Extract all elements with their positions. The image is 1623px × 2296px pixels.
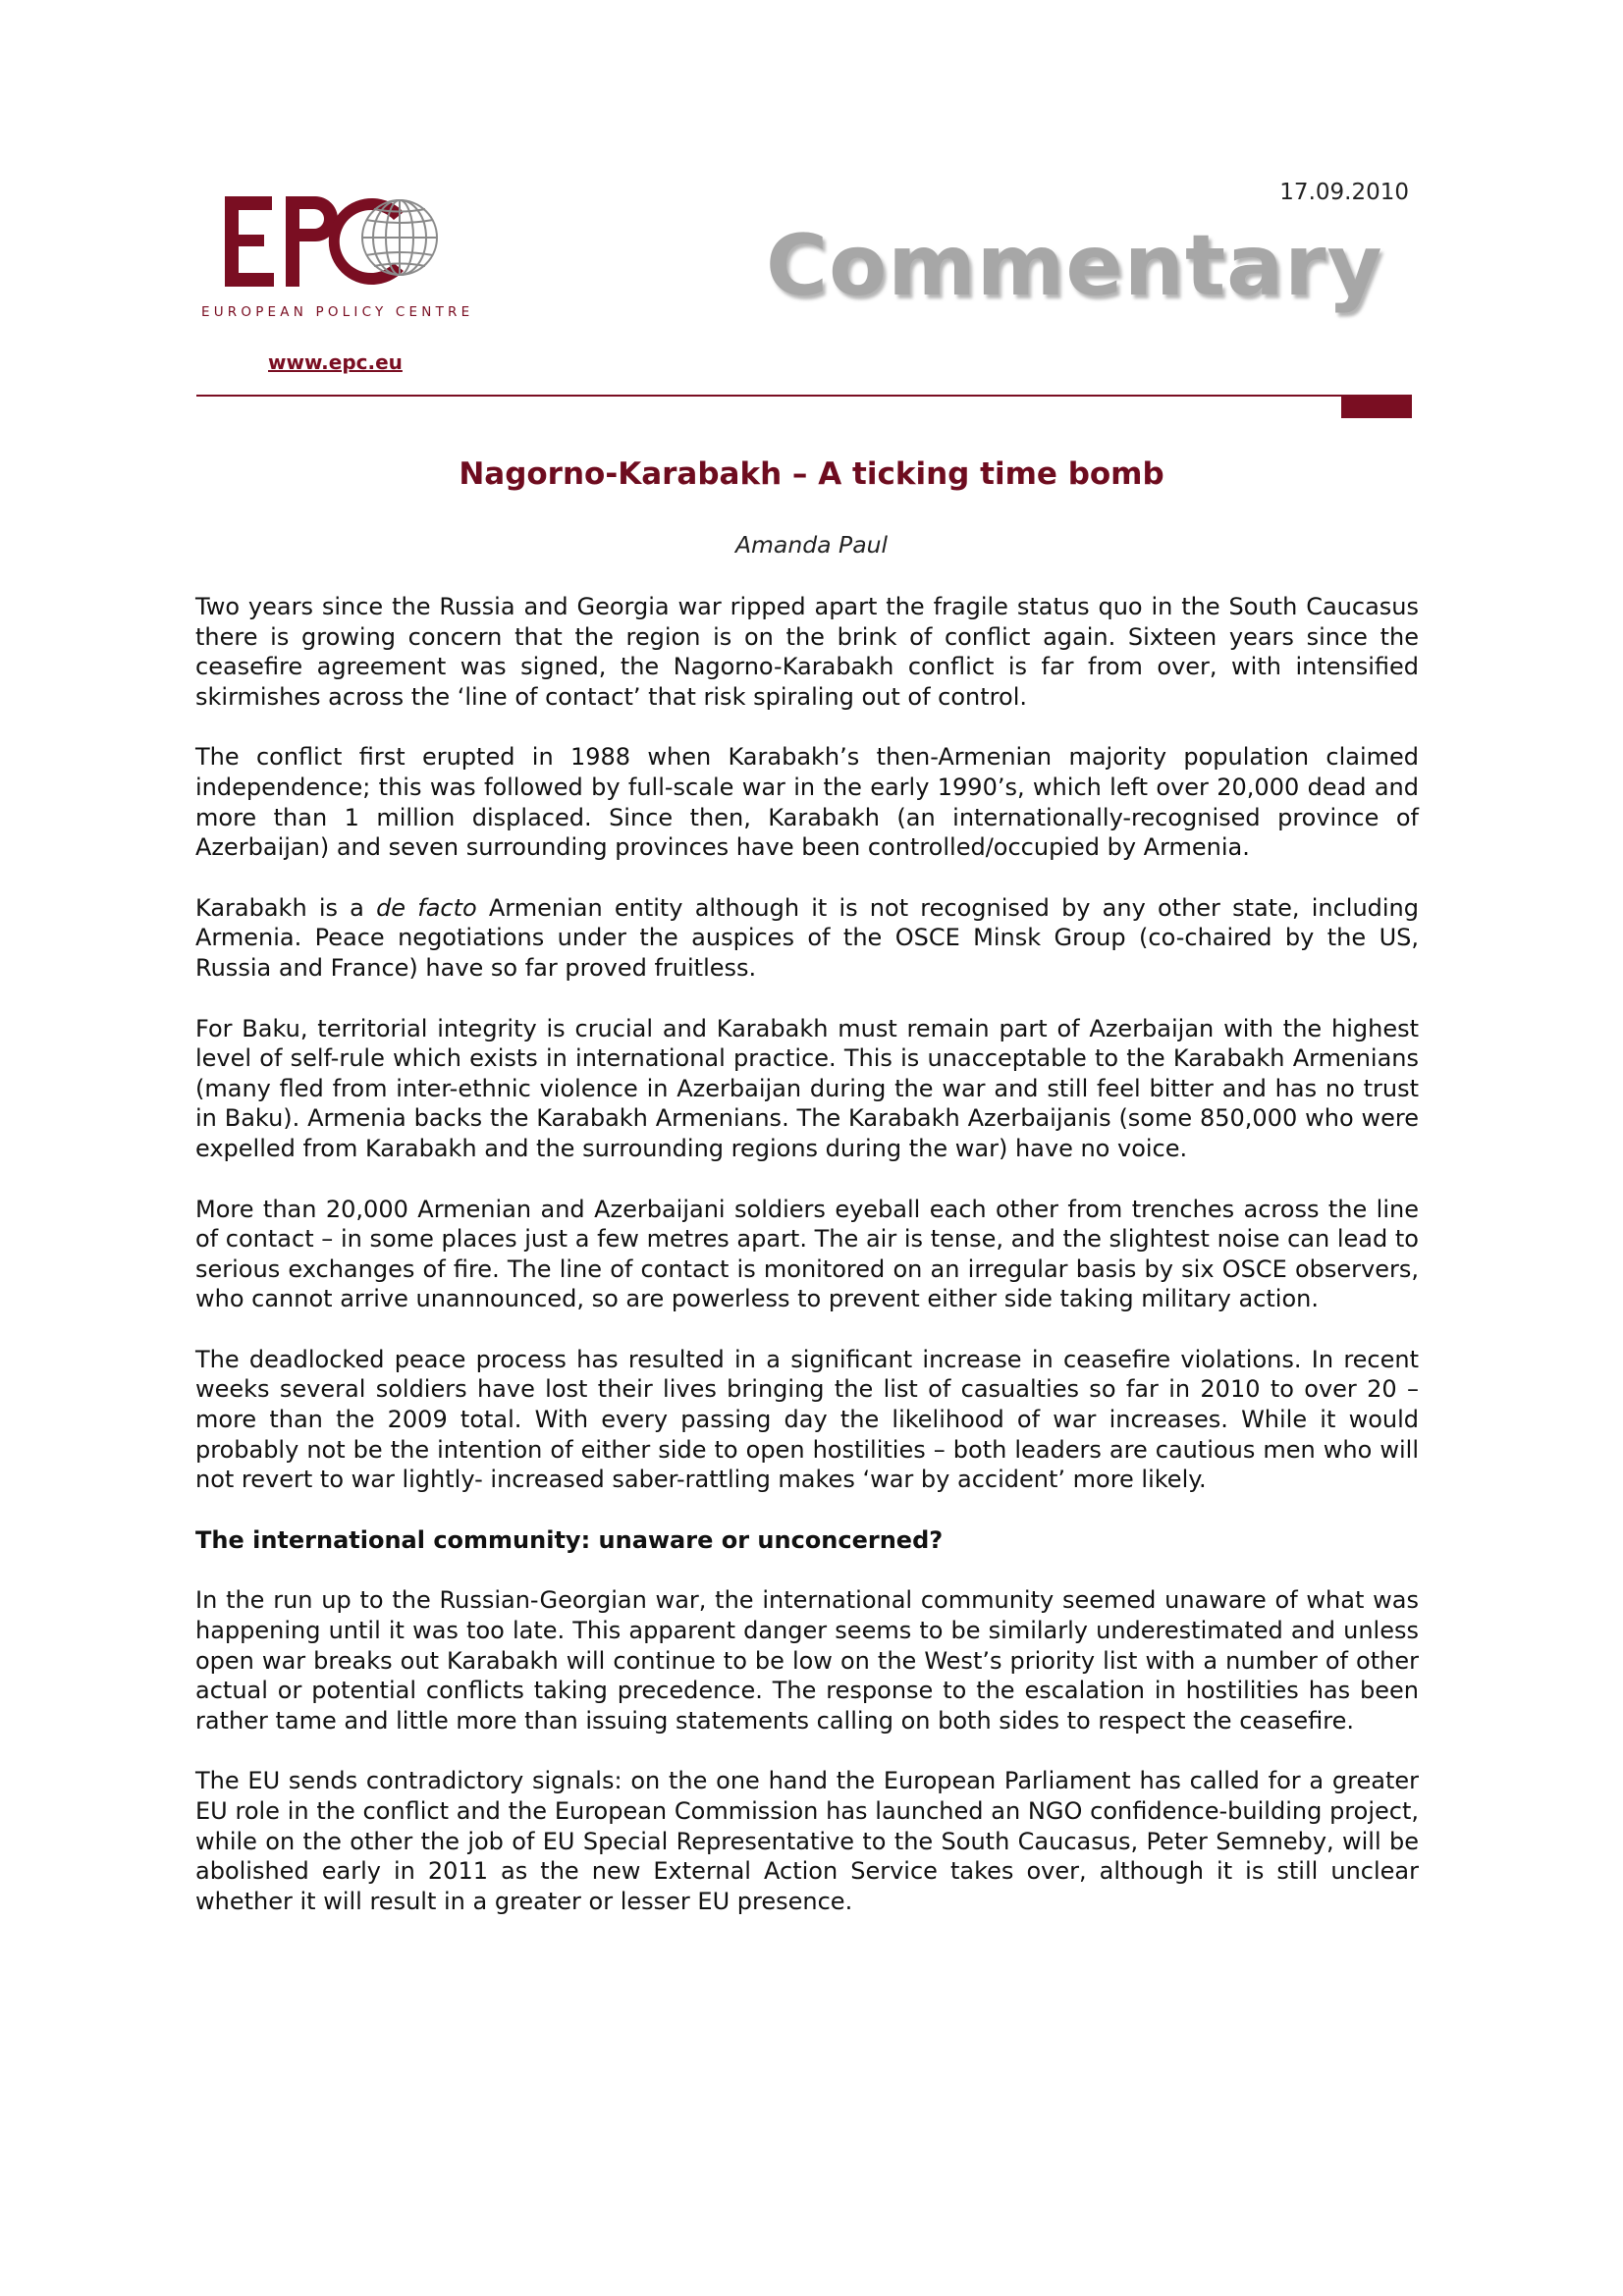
body-paragraph: In the run up to the Russian-Georgian war, the international community seemed unaware of what was happening until it was too late. This apparent danger seems to be similarly underestimated and unless open war breaks out Karabakh will continue to be low on the West’s priority list with a number of other actual or potential conflicts taking precedence. The response to the escalation in hostilities has been rather tame and little more than issuing statements calling on both sides to respect the ceasefire. xyxy=(195,1586,1419,1735)
publication-date: 17.09.2010 xyxy=(1279,180,1409,205)
article-title: Nagorno-Karabakh – A ticking time bomb xyxy=(459,456,1164,492)
italic-term: de facto xyxy=(376,893,477,922)
paragraph-text: Karabakh is a xyxy=(195,893,377,922)
paragraph-text: Armenian entity although it is not recognised by any other state, including Armenia. Peace negotiations under the auspices of the OSCE Minsk Group (co-chaired by the US, Russia and France) have so far proved fruitless. xyxy=(195,893,1419,982)
article-body xyxy=(195,592,1419,1947)
series-label: Commentary xyxy=(766,217,1383,315)
header-divider xyxy=(196,395,1412,397)
section-heading: The international community: unaware or unconcerned? xyxy=(195,1525,944,1554)
body-paragraph: The deadlocked peace process has resulted in a significant increase in ceasefire violations. In recent weeks several soldiers have lost their lives bringing the list of casualties so far in 2010 to over 20 – more than the 2009 total. With every passing day the likelihood of war increases. While it would probably not be the intention of either side to open hostilities – both leaders are cautious men who will not revert to war lightly- increased saber-rattling makes ‘war by accident’ more likely. xyxy=(195,1345,1419,1494)
body-paragraph: The EU sends contradictory signals: on the one hand the European Parliament has called for a greater EU role in the conflict and the European Commission has launched an NGO confidence-building project, while on the other the job of EU Special Representative to the South Caucasus, Peter Semneby, will be abolished early in 2011 as the new External Action Service takes over, although it is still unclear whether it will result in a greater or lesser EU presence. xyxy=(195,1767,1419,1915)
body-paragraph: The conflict first erupted in 1988 when Karabakh’s then-Armenian majority population claimed independence; this was followed by full-scale war in the early 1990’s, which left over 20,000 dead and more than 1 million displaced. Since then, Karabakh (an internationally-recognised province of Azerbaijan) and seven surrounding provinces have been controlled/occupied by Armenia. xyxy=(195,743,1419,862)
body-paragraph xyxy=(195,893,1419,984)
header-divider-accent xyxy=(1341,397,1412,418)
logo-subtitle: EUROPEAN POLICY CENTRE xyxy=(201,304,474,320)
epc-logo-mark xyxy=(199,175,494,302)
body-paragraph: For Baku, territorial integrity is crucial and Karabakh must remain part of Azerbaijan with the highest level of self-rule which exists in international practice. This is unacceptable to the Karabakh Armenians (many fled from inter-ethnic violence in Azerbaijan during the war and still feel bitter and has no trust in Baku). Armenia backs the Karabakh Armenians. The Karabakh Azerbaijanis (some 850,000 who were expelled from Karabakh and the surrounding regions during the war) have no voice. xyxy=(195,1014,1419,1162)
body-paragraph: More than 20,000 Armenian and Azerbaijani soldiers eyeball each other from trenches across the line of contact – in some places just a few metres apart. The air is tense, and the slightest noise can lead to serious exchanges of fire. The line of contact is monitored on an irregular basis by six OSCE observers, who cannot arrive unannounced, so are powerless to prevent either side taking military action. xyxy=(195,1195,1419,1313)
article-author: Amanda Paul xyxy=(734,531,889,559)
website-link[interactable]: www.epc.eu xyxy=(268,350,403,374)
body-paragraph: Two years since the Russia and Georgia war ripped apart the fragile status quo in the South Caucasus there is growing concern that the region is on the brink of conflict again. Sixteen years since the ceasefire agreement was signed, the Nagorno-Karabakh conflict is far from over, with intensified skirmishes across the ‘line of contact’ that risk spiraling out of control. xyxy=(195,593,1419,711)
